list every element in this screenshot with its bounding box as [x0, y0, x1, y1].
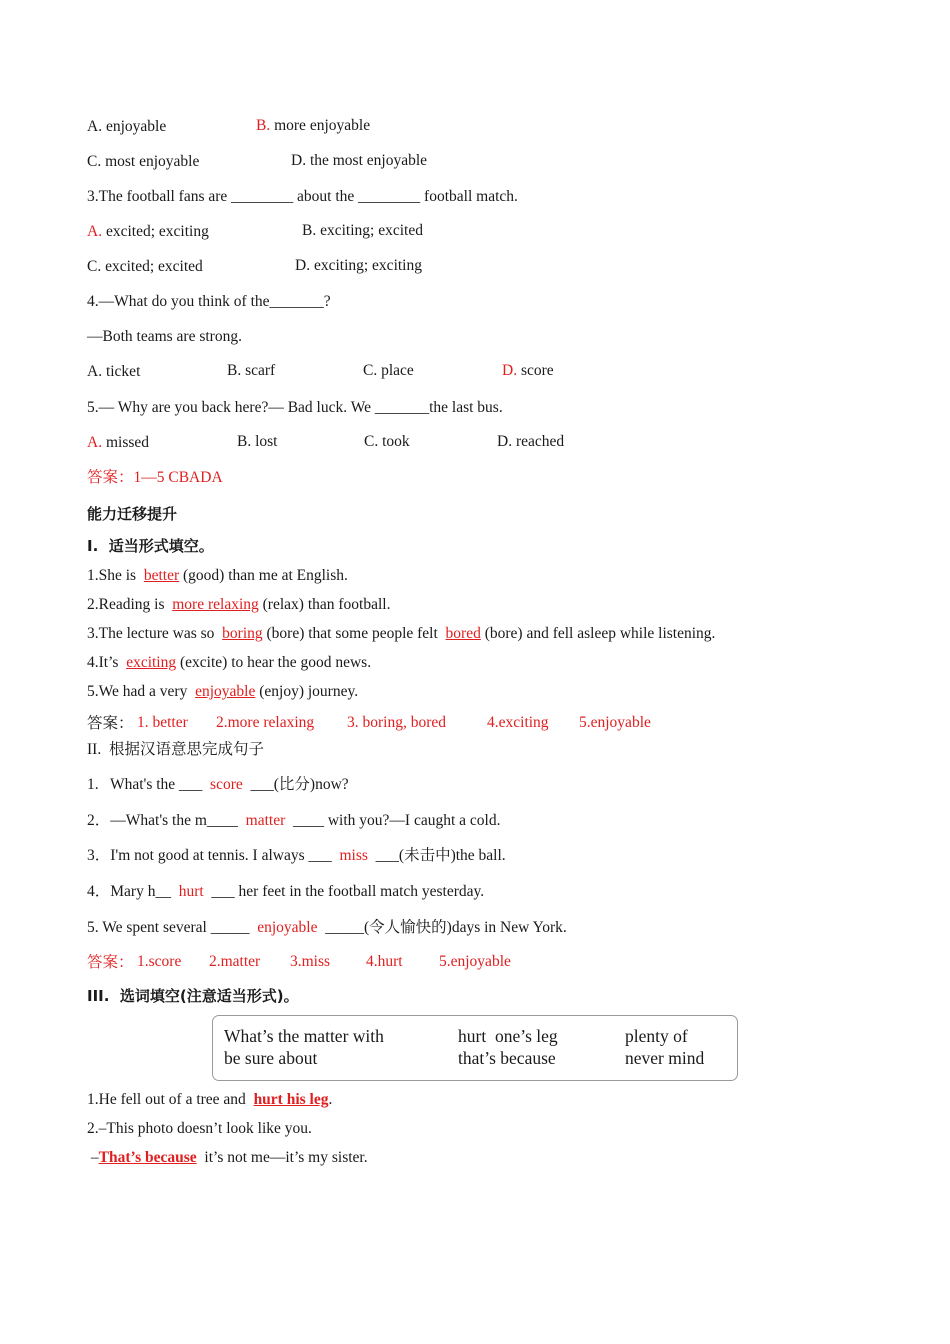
word-option: be sure about	[224, 1048, 318, 1068]
item-text: (bore) and fell asleep while listening.	[480, 625, 716, 642]
option-b: B. exciting; excited	[302, 222, 423, 239]
option-b: B. scarf	[227, 362, 276, 379]
item-text: (relax) than football.	[258, 596, 391, 613]
word-option: plenty of	[625, 1026, 688, 1046]
part-1-title: I. 适当形式填空。	[87, 537, 214, 555]
answer-label: 答案：	[87, 954, 134, 971]
option-c: C. place	[363, 362, 414, 379]
answer-blank: bored	[445, 625, 481, 642]
option-a: A. ticket	[87, 363, 141, 380]
answer-blank: enjoyable	[195, 683, 256, 700]
correct-letter: A.	[87, 434, 103, 451]
item-text: 2.Reading is	[87, 596, 169, 613]
answer-blank: That’s because	[98, 1149, 197, 1166]
option-c: C. most enjoyable	[87, 153, 200, 170]
word-option: that’s because	[458, 1048, 556, 1068]
translate-item	[87, 775, 349, 795]
option-d: D. the most enjoyable	[291, 152, 428, 169]
option-d: D. reached	[497, 433, 565, 450]
option-d	[502, 362, 554, 380]
option-b: B. lost	[237, 433, 278, 450]
question-3: 3.The football fans are ________ about the ________ football match.	[87, 188, 518, 205]
option-a: A. enjoyable	[87, 118, 167, 135]
translate-item	[87, 882, 484, 902]
item-text: 5.We had a very	[87, 683, 192, 700]
answer: 3.miss	[290, 953, 331, 970]
answer: 4.exciting	[487, 714, 549, 731]
item-text: 3．I'm not good at tennis. I always ___	[87, 847, 336, 864]
item-text: 1.She is	[87, 567, 140, 584]
word-option: hurt one’s leg	[458, 1026, 558, 1046]
choice-item	[87, 1148, 368, 1168]
option-text: missed	[102, 434, 150, 451]
answer-label: 答案：	[87, 715, 134, 732]
word-option: never mind	[625, 1048, 705, 1068]
answer-blank: exciting	[126, 654, 177, 671]
answer-blank: more relaxing	[172, 596, 259, 613]
item-text: 1. What's the ___	[87, 776, 207, 793]
correct-letter: D.	[502, 362, 518, 379]
option-d: D. exciting; exciting	[295, 257, 422, 274]
item-text: 5. We spent several _____	[87, 919, 254, 936]
fill-item	[87, 595, 390, 615]
answer: 4.hurt	[366, 953, 403, 970]
item-text: (enjoy) journey.	[255, 683, 359, 700]
choice-item: 2.–This photo doesn’t look like you.	[87, 1120, 312, 1137]
fill-item	[87, 566, 348, 586]
answer: 1.score	[137, 953, 182, 970]
answer-blank: hurt his leg	[253, 1091, 329, 1108]
item-text: (good) than me at English.	[179, 567, 348, 584]
question-4-reply: —Both teams are strong.	[87, 328, 242, 345]
correct-letter: B.	[256, 117, 271, 134]
item-text: 1.He fell out of a tree and	[87, 1091, 250, 1108]
option-b	[256, 117, 370, 135]
item-text: _____(令人愉快的)days in New York.	[321, 919, 567, 936]
answer-inline: miss	[339, 847, 368, 864]
item-text: (excite) to hear the good news.	[176, 654, 372, 671]
item-text: ___ her feet in the football match yesterday.	[207, 883, 485, 900]
choice-item	[87, 1090, 332, 1110]
item-text: 2．—What's the m____	[87, 812, 242, 829]
fill-item	[87, 653, 371, 673]
translate-item	[87, 846, 506, 866]
answer: 1. better	[137, 714, 188, 731]
answer: 5.enjoyable	[579, 714, 651, 731]
word-option: What’s the matter with	[224, 1026, 384, 1046]
option-c: C. excited; excited	[87, 258, 203, 275]
answer-blank: boring	[222, 625, 263, 642]
item-text: 4.It’s	[87, 654, 123, 671]
answer-inline: enjoyable	[257, 919, 318, 936]
answer: 2.matter	[209, 953, 261, 970]
word-box	[212, 1015, 738, 1081]
item-text: ____ with you?—I caught a cold.	[289, 812, 501, 829]
item-text: .	[328, 1091, 333, 1108]
answer-blank: better	[143, 567, 180, 584]
part-2-title: II. 根据汉语意思完成句子	[87, 741, 264, 758]
answer-inline: score	[210, 776, 243, 793]
correct-letter: A.	[87, 223, 103, 240]
answer: 5.enjoyable	[439, 953, 511, 970]
option-c: C. took	[364, 433, 410, 450]
item-text: –	[87, 1149, 99, 1166]
item-text: (bore) that some people felt	[262, 625, 442, 642]
answer-inline: matter	[245, 812, 286, 829]
item-text: 3.The lecture was so	[87, 625, 219, 642]
item-text: ___(未击中)the ball.	[371, 847, 506, 864]
answer: 3. boring, bored	[347, 714, 447, 731]
item-text: ___(比分)now?	[246, 776, 349, 793]
translate-item	[87, 918, 567, 938]
answer: 2.more relaxing	[216, 714, 315, 731]
fill-item	[87, 624, 715, 644]
option-text: more enjoyable	[270, 117, 371, 134]
item-text: 4．Mary h__	[87, 883, 175, 900]
question-5: 5.— Why are you back here?— Bad luck. We _______the last bus.	[87, 399, 503, 416]
part-3-title: III. 选词填空(注意适当形式)。	[87, 987, 299, 1005]
item-text: it’s not me—it’s my sister.	[200, 1149, 368, 1166]
question-4: 4.—What do you think of the_______?	[87, 293, 331, 310]
answer-key: 答案：1—5 CBADA	[87, 469, 223, 486]
option-a	[87, 222, 209, 242]
section-title: 能力迁移提升	[87, 505, 178, 523]
option-text: score	[517, 362, 554, 379]
answer-inline: hurt	[178, 883, 204, 900]
option-text: excited; exciting	[102, 223, 209, 240]
option-a	[87, 433, 149, 453]
fill-item	[87, 682, 358, 702]
translate-item	[87, 811, 500, 831]
